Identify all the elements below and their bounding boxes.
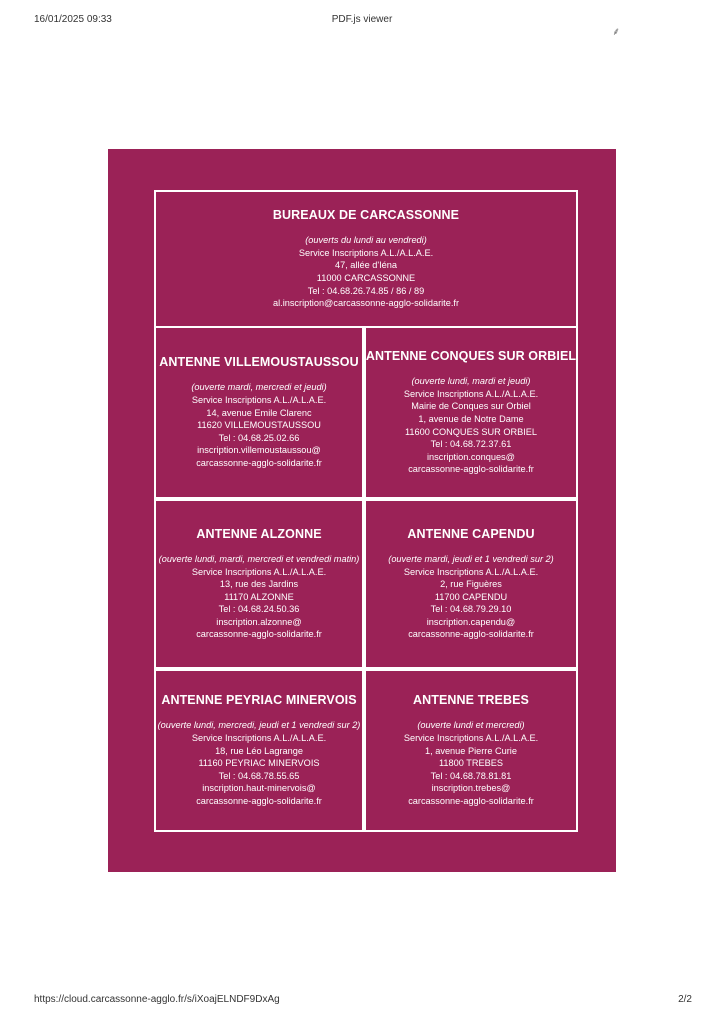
office-service: Service Inscriptions A.L./A.L.A.E. xyxy=(191,733,327,744)
office-email-domain: carcassonne-agglo-solidarite.fr xyxy=(408,795,534,806)
office-street: 47, allée d'Iéna xyxy=(334,260,398,271)
office-service: Service Inscriptions A.L./A.L.A.E. xyxy=(191,566,327,577)
print-datetime: 16/01/2025 09:33 xyxy=(34,14,112,25)
office-service: Service Inscriptions A.L./A.L.A.E. xyxy=(403,733,539,744)
office-phone: Tel : 04.68.25.02.66 xyxy=(218,432,300,443)
office-service: Service Inscriptions A.L./A.L.A.E. xyxy=(298,247,434,258)
scan-mark-icon: ⸙ xyxy=(612,26,621,38)
office-email-domain: carcassonne-agglo-solidarite.fr xyxy=(196,629,322,640)
office-hours: (ouverte mardi, mercredi et jeudi) xyxy=(191,382,327,393)
office-email: inscription.haut-minervois@ xyxy=(202,783,316,794)
office-title: ANTENNE CAPENDU xyxy=(407,526,535,541)
office-street: 2, rue Figuères xyxy=(440,579,502,590)
office-phone: Tel : 04.68.26.74.85 / 86 / 89 xyxy=(307,285,425,296)
office-hours: (ouverte mardi, jeudi et 1 vendredi sur 2) xyxy=(388,553,554,564)
office-card-peyriac xyxy=(154,669,364,832)
office-hours: (ouverte lundi, mardi et jeudi) xyxy=(411,376,531,387)
office-card-carcassonne xyxy=(154,190,578,328)
office-hours: (ouverte lundi et mercredi) xyxy=(417,720,525,731)
office-email: inscription.conques@ xyxy=(427,451,515,462)
office-card-capendu xyxy=(364,499,578,669)
office-building: Mairie de Conques sur Orbiel xyxy=(411,401,531,412)
office-city: 11600 CONQUES SUR ORBIEL xyxy=(404,426,538,437)
office-city: 11800 TREBES xyxy=(438,758,503,769)
office-service: Service Inscriptions A.L./A.L.A.E. xyxy=(191,395,327,406)
office-email-domain: carcassonne-agglo-solidarite.fr xyxy=(196,795,322,806)
office-hours: (ouverte lundi, mardi, mercredi et vendredi matin) xyxy=(158,553,360,564)
office-city: 11700 CAPENDU xyxy=(434,591,508,602)
source-url[interactable]: https://cloud.carcassonne-agglo.fr/s/iXoajELNDF9DxAg xyxy=(34,994,280,1005)
office-phone: Tel : 04.68.24.50.36 xyxy=(218,604,300,615)
office-service: Service Inscriptions A.L./A.L.A.E. xyxy=(403,566,539,577)
office-city: 11160 PEYRIAC MINERVOIS xyxy=(198,758,320,769)
office-email-domain: carcassonne-agglo-solidarite.fr xyxy=(408,464,534,475)
office-email: inscription.villemoustaussou@ xyxy=(197,445,321,456)
office-email: inscription.alzonne@ xyxy=(216,616,302,627)
office-email-domain: carcassonne-agglo-solidarite.fr xyxy=(196,457,322,468)
office-email: inscription.capendu@ xyxy=(426,616,516,627)
office-phone: Tel : 04.68.72.37.61 xyxy=(430,439,512,450)
page-number: 2/2 xyxy=(678,994,692,1005)
office-phone: Tel : 04.68.78.55.65 xyxy=(218,770,300,781)
office-title: BUREAUX DE CARCASSONNE xyxy=(272,208,460,223)
office-title: ANTENNE PEYRIAC MINERVOIS xyxy=(161,693,357,708)
office-city: 11620 VILLEMOUSTAUSSOU xyxy=(197,420,321,431)
office-street: 18, rue Léo Lagrange xyxy=(215,745,303,756)
office-hours: (ouverte lundi, mercredi, jeudi et 1 vendredi sur 2) xyxy=(157,720,361,731)
office-title: ANTENNE TREBES xyxy=(413,693,529,708)
office-street: 13, rue des Jardins xyxy=(219,579,299,590)
office-email: al.inscription@carcassonne-agglo-solidarite.fr xyxy=(272,298,459,309)
office-email-domain: carcassonne-agglo-solidarite.fr xyxy=(408,629,534,640)
office-city: 11000 CARCASSONNE xyxy=(316,273,416,283)
office-email: inscription.trebes@ xyxy=(431,783,511,794)
office-title: ANTENNE ALZONNE xyxy=(196,526,322,541)
print-page-title: PDF.js viewer xyxy=(331,14,393,25)
office-city: 11170 ALZONNE xyxy=(224,591,294,602)
office-title: ANTENNE CONQUES SUR ORBIEL xyxy=(365,349,577,364)
office-card-alzonne xyxy=(154,499,364,669)
office-service: Service Inscriptions A.L./A.L.A.E. xyxy=(403,388,539,399)
office-card-villemoustaussou xyxy=(154,326,364,499)
office-street: 1, avenue de Notre Dame xyxy=(418,413,524,424)
office-phone: Tel : 04.68.78.81.81 xyxy=(430,770,512,781)
office-street: 14, avenue Emile Clarenc xyxy=(206,407,312,418)
office-hours: (ouverts du lundi au vendredi) xyxy=(305,235,427,246)
office-card-trebes xyxy=(364,669,578,832)
office-title: ANTENNE VILLEMOUSTAUSSOU xyxy=(159,355,359,370)
office-phone: Tel : 04.68.79.29.10 xyxy=(430,604,512,615)
office-street: 1, avenue Pierre Curie xyxy=(425,745,517,756)
office-card-conques xyxy=(364,326,578,499)
